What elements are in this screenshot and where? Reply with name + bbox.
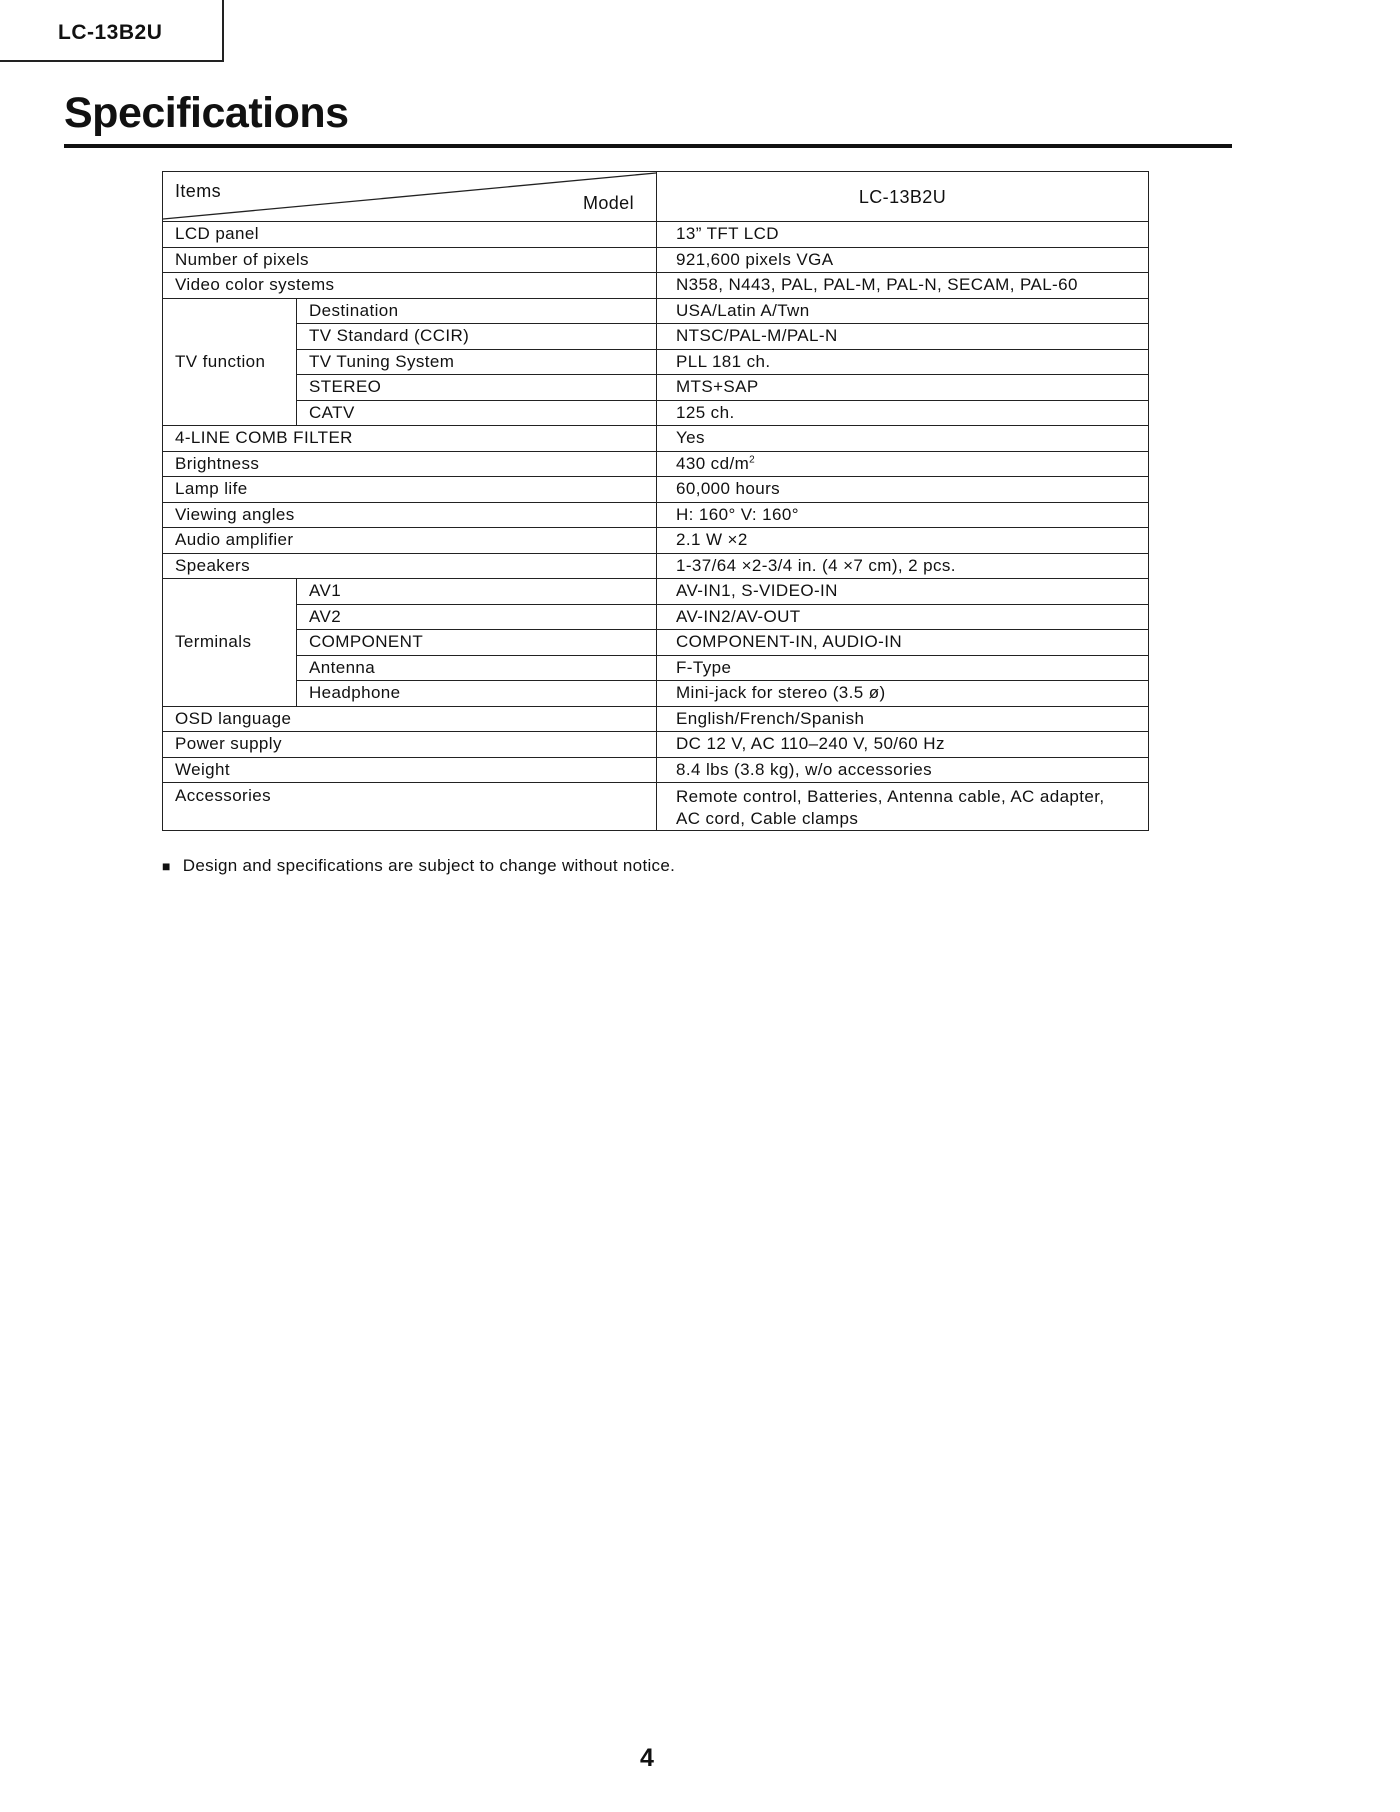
row-label: Number of pixels: [163, 247, 657, 273]
row-sublabel: AV1: [297, 579, 657, 605]
row-sublabel: Antenna: [297, 655, 657, 681]
model-tab: [0, 0, 224, 62]
table-row: [163, 349, 1149, 375]
row-value: 13” TFT LCD: [657, 222, 1149, 248]
row-value: 60,000 hours: [657, 477, 1149, 503]
row-sublabel: Destination: [297, 298, 657, 324]
row-sublabel: STEREO: [297, 375, 657, 401]
square-bullet-icon: ■: [162, 858, 171, 874]
items-model-header-cell: [163, 172, 657, 222]
table-row: [163, 579, 1149, 605]
row-value: 921,600 pixels VGA: [657, 247, 1149, 273]
row-label: Video color systems: [163, 273, 657, 299]
table-row: [163, 375, 1149, 401]
accessories-line-1: Remote control, Batteries, Antenna cable, AC adapter,: [676, 787, 1105, 806]
brightness-value: 430 cd/m: [676, 453, 750, 473]
row-label: Weight: [163, 757, 657, 783]
table-header-row: [163, 172, 1149, 222]
row-label: Lamp life: [163, 477, 657, 503]
table-row: [163, 553, 1149, 579]
footnote: [162, 856, 675, 876]
row-label: Viewing angles: [163, 502, 657, 528]
row-value: 2.1 W ×2: [657, 528, 1149, 554]
table-row: [163, 502, 1149, 528]
row-value: H: 160° V: 160°: [657, 502, 1149, 528]
table-row: [163, 757, 1149, 783]
model-tab-label: LC-13B2U: [58, 21, 163, 44]
row-value: [657, 783, 1149, 831]
table-row: [163, 477, 1149, 503]
row-value: F-Type: [657, 655, 1149, 681]
row-value: AV-IN1, S-VIDEO-IN: [657, 579, 1149, 605]
row-label: Brightness: [163, 451, 657, 477]
table-row: [163, 655, 1149, 681]
row-value: NTSC/PAL-M/PAL-N: [657, 324, 1149, 350]
table-row: [163, 528, 1149, 554]
table-row: [163, 426, 1149, 452]
row-sublabel: TV Standard (CCIR): [297, 324, 657, 350]
row-value: [657, 451, 1149, 477]
row-sublabel: CATV: [297, 400, 657, 426]
table-row: [163, 630, 1149, 656]
row-label: OSD language: [163, 706, 657, 732]
tv-function-group-label: TV function: [163, 298, 297, 426]
table-row: [163, 681, 1149, 707]
row-value: USA/Latin A/Twn: [657, 298, 1149, 324]
row-label: Power supply: [163, 732, 657, 758]
row-value: 125 ch.: [657, 400, 1149, 426]
table-row: [163, 222, 1149, 248]
row-value: N358, N443, PAL, PAL-M, PAL-N, SECAM, PAL-60: [657, 273, 1149, 299]
table-row: [163, 604, 1149, 630]
row-value: AV-IN2/AV-OUT: [657, 604, 1149, 630]
row-value: English/French/Spanish: [657, 706, 1149, 732]
row-value: 8.4 lbs (3.8 kg), w/o accessories: [657, 757, 1149, 783]
row-label: Audio amplifier: [163, 528, 657, 554]
model-label: Model: [582, 193, 634, 213]
specifications-table: [162, 171, 1149, 831]
table-row: [163, 732, 1149, 758]
terminals-group-label: Terminals: [163, 579, 297, 707]
brightness-superscript: 2: [749, 454, 756, 466]
table-row: [163, 706, 1149, 732]
table-row: [163, 451, 1149, 477]
table-row: [163, 247, 1149, 273]
row-label: 4-LINE COMB FILTER: [163, 426, 657, 452]
table-row: [163, 324, 1149, 350]
row-value: PLL 181 ch.: [657, 349, 1149, 375]
row-value: MTS+SAP: [657, 375, 1149, 401]
table-row: [163, 400, 1149, 426]
page-title: Specifications: [64, 89, 349, 137]
row-label: Speakers: [163, 553, 657, 579]
items-label: Items: [175, 181, 222, 201]
page-number: 4: [640, 1744, 654, 1772]
table-row: [163, 273, 1149, 299]
row-value: COMPONENT-IN, AUDIO-IN: [657, 630, 1149, 656]
table-row: [163, 298, 1149, 324]
accessories-line-2: AC cord, Cable clamps: [676, 809, 859, 828]
row-value: Yes: [657, 426, 1149, 452]
title-rule: [64, 144, 1232, 148]
row-sublabel: COMPONENT: [297, 630, 657, 656]
row-label: LCD panel: [163, 222, 657, 248]
row-sublabel: TV Tuning System: [297, 349, 657, 375]
row-value: 1-37/64 ×2-3/4 in. (4 ×7 cm), 2 pcs.: [657, 553, 1149, 579]
row-sublabel: AV2: [297, 604, 657, 630]
row-value: Mini-jack for stereo (3.5 ø): [657, 681, 1149, 707]
footnote-text: Design and specifications are subject to change without notice.: [182, 856, 676, 875]
row-sublabel: Headphone: [297, 681, 657, 707]
row-value: DC 12 V, AC 110–240 V, 50/60 Hz: [657, 732, 1149, 758]
table-row: [163, 783, 1149, 831]
model-value: LC-13B2U: [657, 172, 1149, 222]
row-label: Accessories: [163, 783, 657, 831]
